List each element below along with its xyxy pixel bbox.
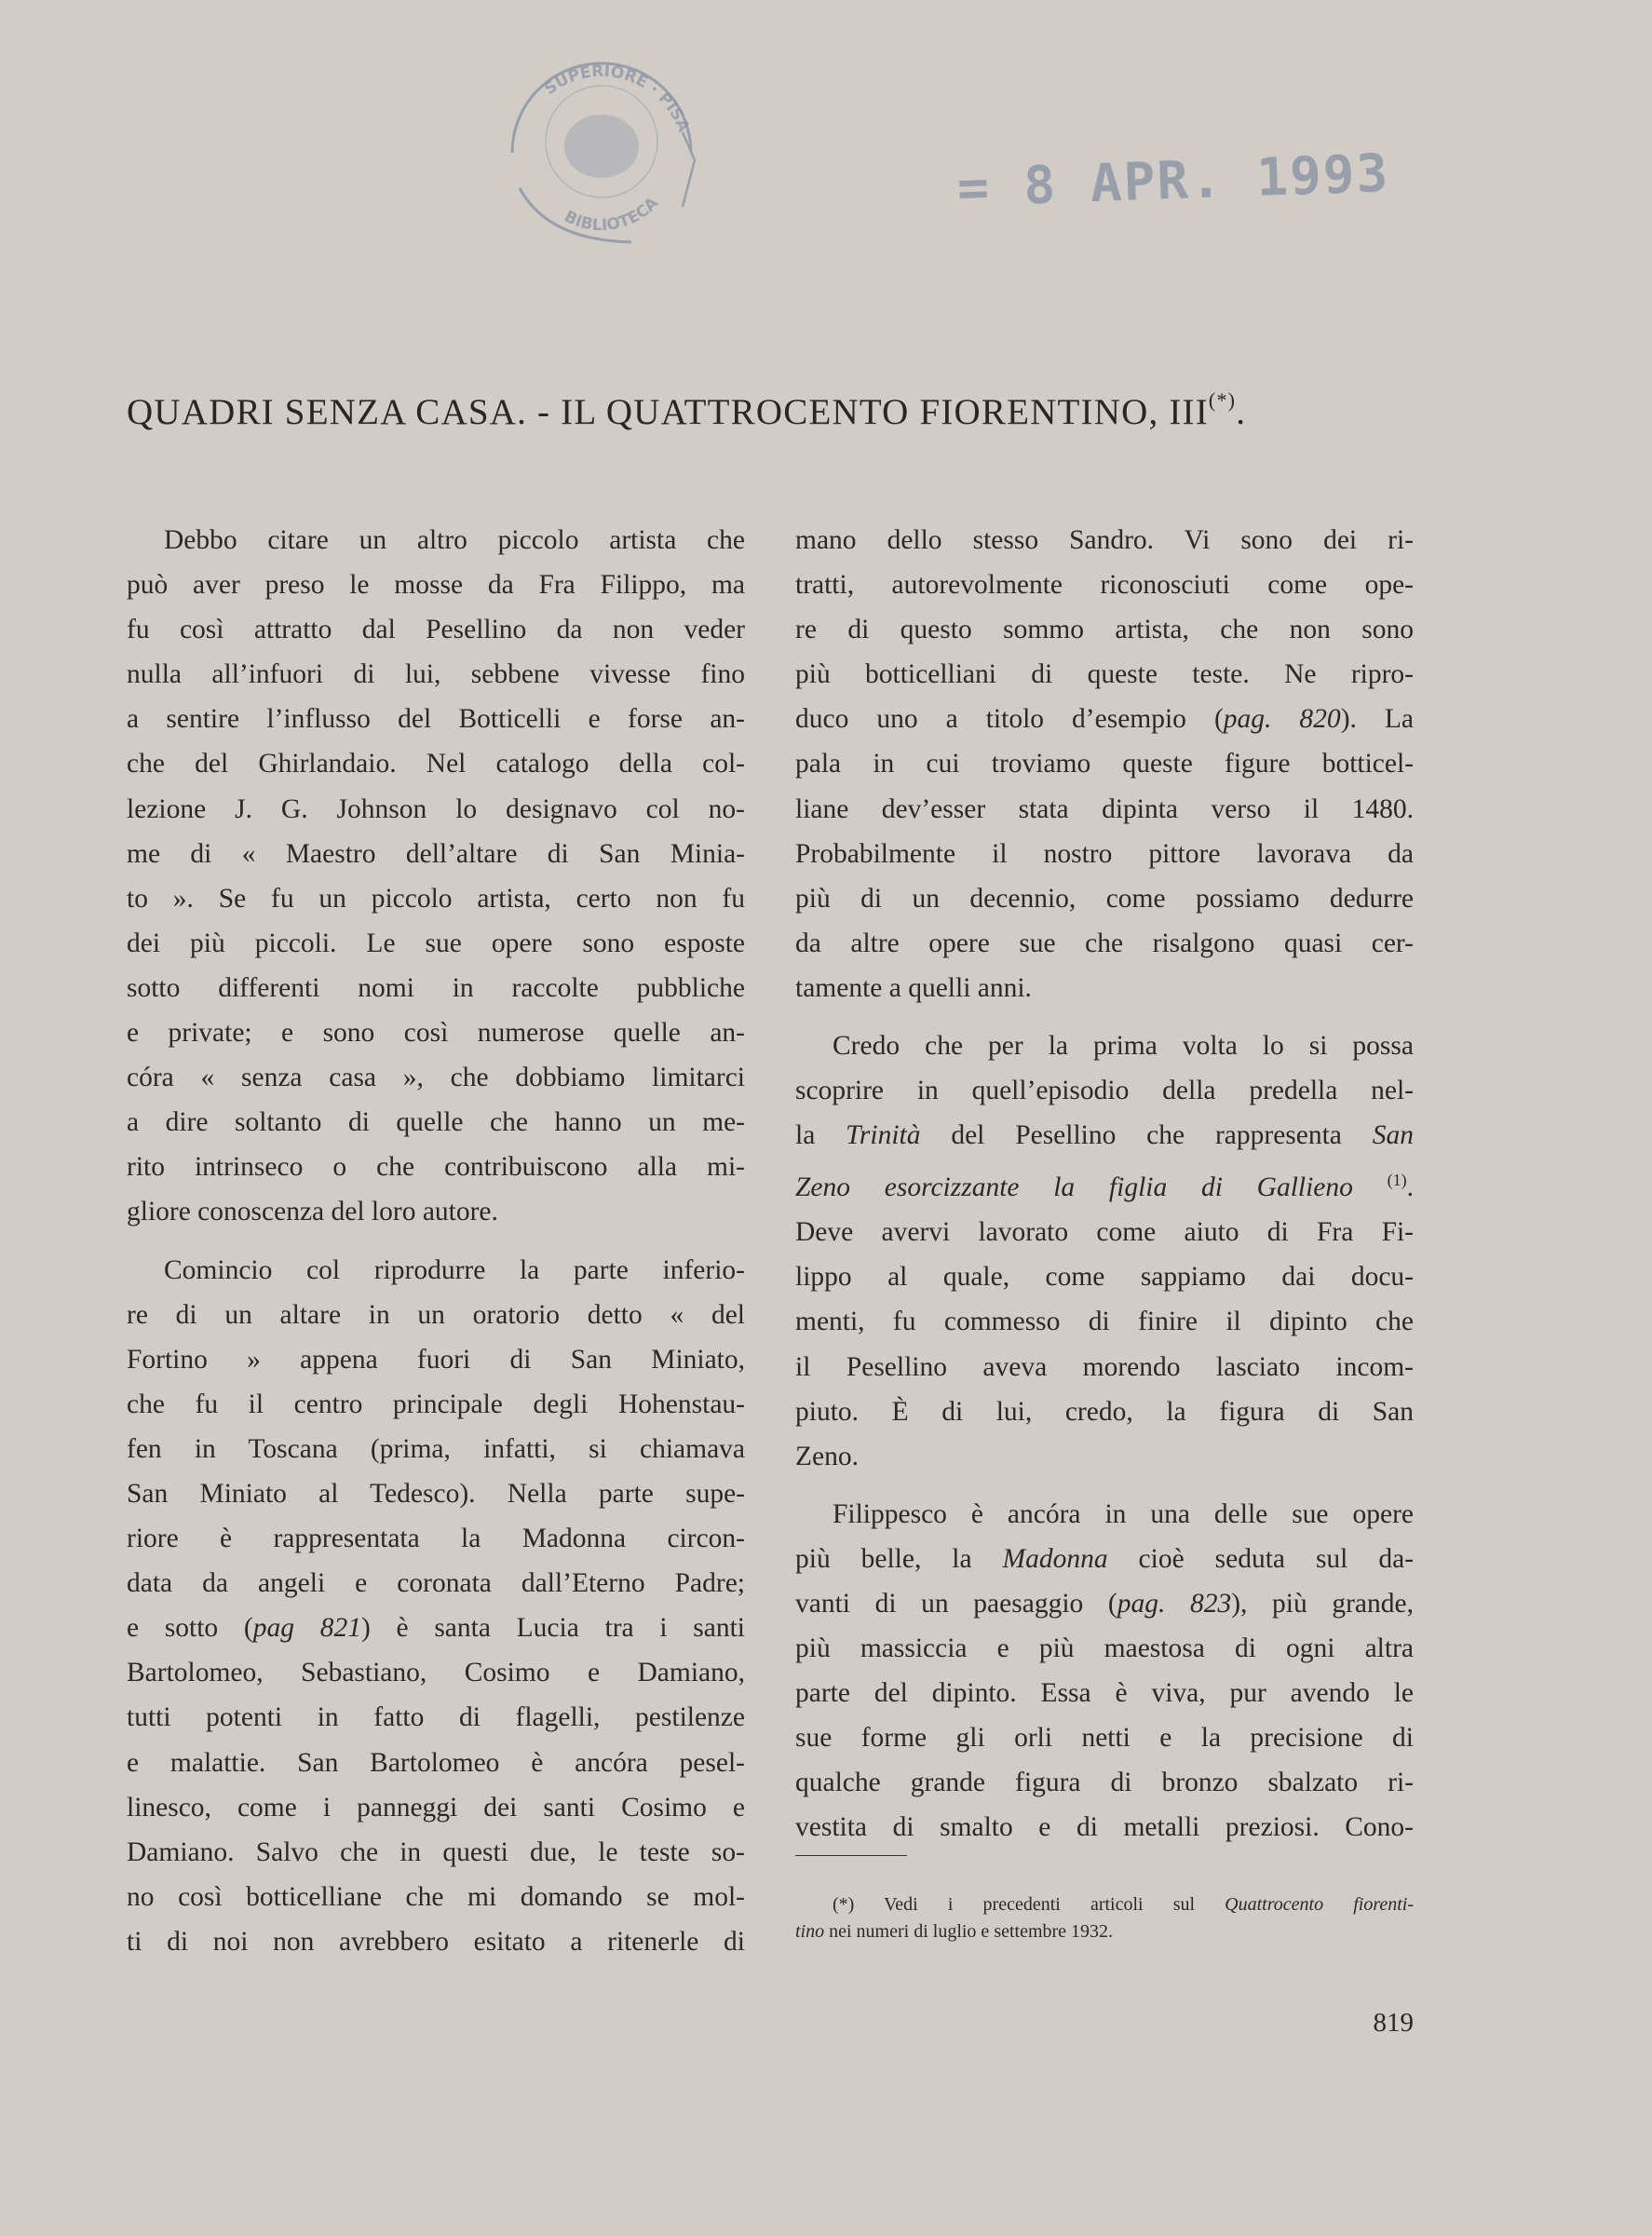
text-line: parte del dipinto. Essa è viva, pur avendo le [795, 1678, 1414, 1709]
text-line: re di un altare in un oratorio detto « del [127, 1299, 745, 1330]
text-line: più belle, la Madonna cioè seduta sul da- [795, 1543, 1414, 1574]
text-line: vestita di smalto e di metalli preziosi. Cono- [795, 1812, 1414, 1843]
text-line: piuto. È di lui, credo, la figura di San [795, 1396, 1414, 1427]
footnote-line: (*) Vedi i precedenti articoli sul Quattrocento fiorenti- [833, 1894, 1415, 1915]
text-line: vanti di un paesaggio (pag. 823), più grande, [795, 1588, 1414, 1619]
text-line: tratti, autorevolmente riconosciuti come ope- [795, 570, 1414, 601]
text-line: sue forme gli orli netti e la precisione di [795, 1723, 1414, 1754]
text-line: che del Ghirlandaio. Nel catalogo della col- [127, 749, 745, 779]
text-line: linesco, come i panneggi dei santi Cosimo e [127, 1792, 745, 1823]
text-line: la Trinità del Pesellino che rappresenta San [795, 1120, 1414, 1151]
text-line: lippo al quale, come sappiamo dai docu- [795, 1262, 1414, 1293]
text-line: Zeno. [795, 1441, 859, 1471]
page-number: 819 [1373, 2008, 1414, 2038]
text-line: il Pesellino aveva morendo lasciato incom- [795, 1351, 1414, 1382]
title-footnote-marker: (*) [1208, 388, 1237, 412]
text-line: fen in Toscana (prima, infatti, si chiamava [127, 1433, 745, 1464]
text-line: può aver preso le mosse da Fra Filippo, ma [127, 570, 745, 601]
text-line: Zeno esorcizzante la figlia di Gallieno $^{(1)}$. [795, 1171, 1414, 1203]
text-line: più botticelliani di queste teste. Ne ripro- [795, 659, 1414, 690]
seal-arc-top: SUPERIORE · PISA [541, 61, 693, 135]
date-received-stamp: = 8 APR. 1993 [956, 142, 1391, 220]
text-line: Deve avervi lavorato come aiuto di Fra Fi- [795, 1217, 1414, 1248]
text-line: sotto differenti nomi in raccolte pubbliche [127, 972, 745, 1003]
text-line: Filippesco è ancóra in una delle sue opere [833, 1498, 1414, 1529]
text-line: Probabilmente il nostro pittore lavorava da [795, 838, 1414, 869]
text-line: córa « senza casa », che dobbiamo limitarci [127, 1063, 745, 1093]
text-line: scoprire in quell’episodio della predella nel- [795, 1076, 1414, 1106]
text-line: mano dello stesso Sandro. Vi sono dei ri- [795, 525, 1414, 555]
text-line: che fu il centro principale degli Hohenstau- [127, 1389, 745, 1419]
text-line: riore è rappresentata la Madonna circon- [127, 1524, 745, 1554]
text-line: Comincio col riprodurre la parte inferio- [164, 1254, 745, 1285]
text-line: me di « Maestro dell’altare di San Minia- [127, 838, 745, 869]
text-line: dei più piccoli. Le sue opere sono esposte [127, 928, 745, 958]
text-line: gliore conoscenza del loro autore. [127, 1197, 498, 1227]
text-line: più massiccia e più maestosa di ogni altra [795, 1633, 1414, 1664]
text-line: da altre opere sue che risalgono quasi cer- [795, 928, 1414, 958]
text-line: Bartolomeo, Sebastiano, Cosimo e Damiano, [127, 1658, 745, 1688]
seal-arc-bottom: BIBLIOTECA [561, 194, 663, 236]
text-line: a dire soltanto di quelle che hanno un me- [127, 1107, 745, 1138]
text-line: fu così attratto dal Pesellino da non veder [127, 615, 745, 645]
text-line: duco uno a titolo d’esempio (pag. 820). La [795, 704, 1415, 735]
text-line: Credo che per la prima volta lo si possa [833, 1031, 1414, 1062]
text-line: menti, fu commesso di finire il dipinto che [795, 1307, 1414, 1337]
text-line: ti di noi non avrebbero esitato a ritenerle di [127, 1926, 745, 1957]
text-line: e private; e sono così numerose quelle an- [127, 1018, 745, 1049]
text-line: a sentire l’influsso del Botticelli e forse an- [127, 704, 745, 735]
footnote-separator [795, 1855, 907, 1856]
article-title [127, 388, 1430, 433]
text-line: più di un decennio, come possiamo dedurre [795, 883, 1414, 914]
text-line: lezione J. G. Johnson lo designavo col no- [127, 793, 745, 824]
text-line: pala in cui troviamo queste figure botticel- [795, 749, 1414, 779]
text-line: San Miniato al Tedesco). Nella parte supe- [127, 1478, 745, 1509]
footnote-line: tino nei numeri di luglio e settembre 1932. [795, 1921, 1114, 1942]
text-line: re di questo sommo artista, che non sono [795, 615, 1414, 645]
text-line: data da angeli e coronata dall’Eterno Padre; [127, 1568, 745, 1599]
library-seal-stamp [492, 48, 711, 251]
text-line: liane dev’esser stata dipinta verso il 1480. [795, 793, 1414, 824]
text-line: rito intrinseco o che contribuiscono alla mi- [127, 1152, 745, 1183]
right-text-column [795, 518, 1414, 1850]
text-line: Debbo citare un altro piccolo artista che [164, 525, 745, 555]
text-line: qualche grande figura di bronzo sbalzato ri- [795, 1768, 1414, 1798]
text-line: no così botticelliane che mi domando se mol- [127, 1881, 745, 1912]
title-end: . [1236, 392, 1247, 432]
text-line: e malattie. San Bartolomeo è ancóra pesel- [127, 1747, 745, 1778]
left-text-column [127, 518, 745, 1964]
title-text: QUADRI SENZA CASA. - IL QUATTROCENTO FIORENTINO, III [127, 392, 1209, 432]
footnote [795, 1891, 1414, 1945]
text-line: Damiano. Salvo che in questi due, le teste so- [127, 1836, 745, 1867]
text-line: to ». Se fu un piccolo artista, certo non fu [127, 883, 745, 914]
text-line: Fortino » appena fuori di San Miniato, [127, 1344, 745, 1375]
text-line: tamente a quelli anni. [795, 972, 1032, 1003]
text-line: e sotto (pag 821) è santa Lucia tra i santi [127, 1613, 746, 1644]
text-line: nulla all’infuori di lui, sebbene vivesse fino [127, 659, 745, 690]
text-line: tutti potenti in fatto di flagelli, pestilenze [127, 1702, 745, 1733]
